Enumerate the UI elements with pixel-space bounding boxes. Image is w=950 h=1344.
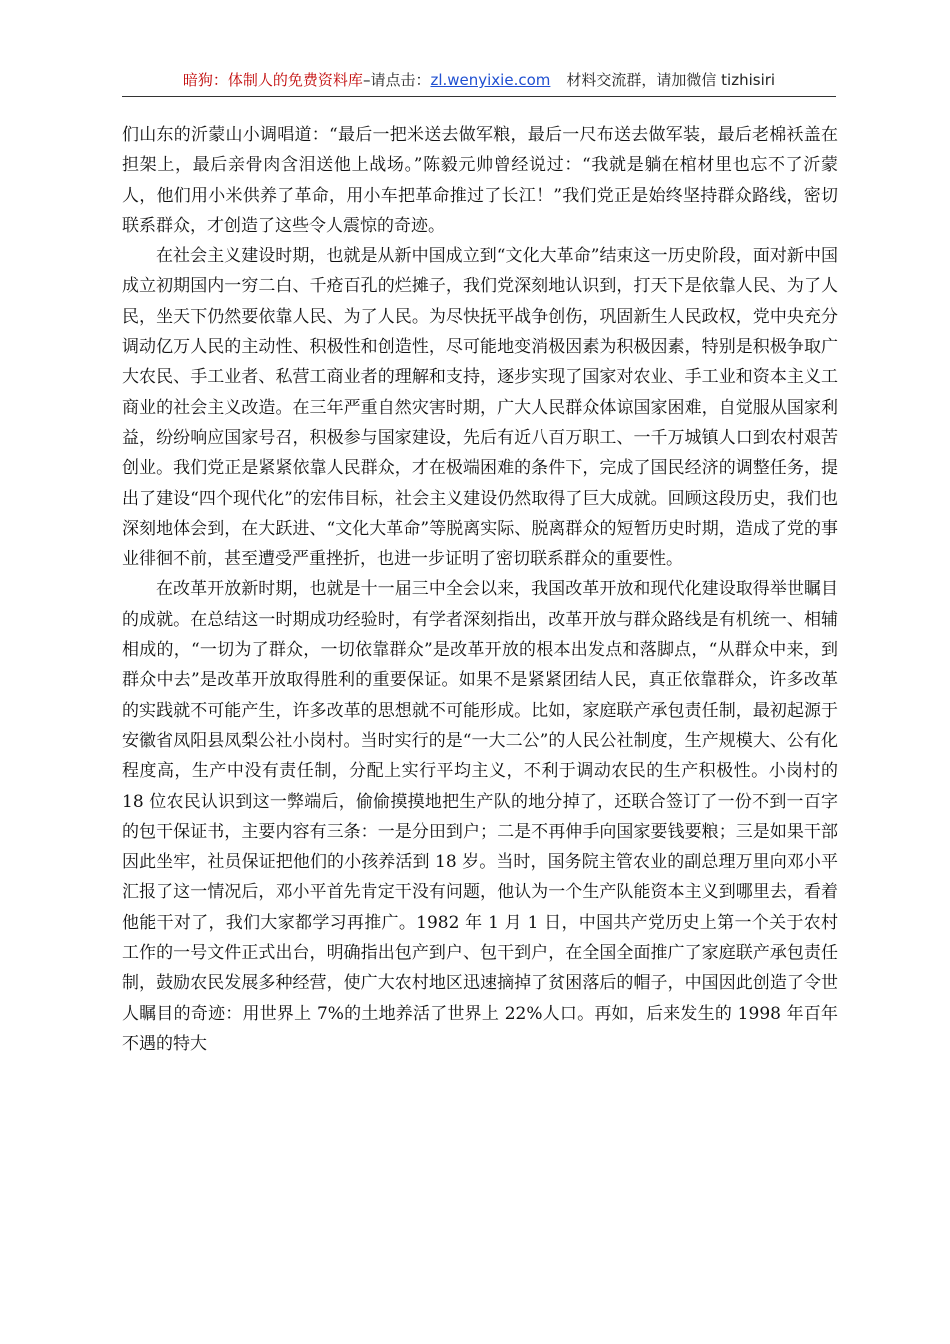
header-link[interactable]: zl.wenyixie.com: [430, 71, 551, 89]
paragraph-continuation: 们山东的沂蒙山小调唱道：“最后一把米送去做军粮，最后一尺布送去做军装，最后老棉袄盖在担架上，最后亲骨肉含泪送他上战场。”陈毅元帅曾经说过：“我就是躺在棺材里也忘不了沂蒙人，他们用小米供养了革命，用小车把革命推过了长江！”我们党正是始终坚持群众路线，密切联系群众，才创造了这些令人震惊的奇迹。: [122, 125, 838, 236]
paragraph-reform-opening: 在改革开放新时期，也就是十一届三中全会以来，我国改革开放和现代化建设取得举世瞩目的成就。在总结这一时期成功经验时，有学者深刻指出，改革开放与群众路线是有机统一、相辅相成的，“一切为了群众，一切依靠群众”是改革开放的根本出发点和落脚点，“从群众中来，到群众中去”是改革开放取得胜利的重要保证。如果不是紧紧团结人民，真正依靠群众，许多改革的实践就不可能产生，许多改革的思想就不可能形成。比如，家庭联产承包责任制，最初起源于安徽省凤阳县凤梨公社小岗村。当时实行的是“一大二公”的人民公社制度，生产规模大、公有化程度高，生产中没有责任制，分配上实行平均主义，不利于调动农民的生产积极性。小岗村的 18 位农民认识到这一弊端后，偷偷摸摸地把生产队的地分掉了，还联合签订了一份不到一百字的包干保证书，主要内容有三条：一是分田到户；二是不再伸手向国家要钱要粮；三是如果干部因此坐牢，社员保证把他们的小孩养活到 18 岁。当时，国务院主管农业的副总理万里向邓小平汇报了这一情况后，邓小平首先肯定干没有问题，他认为一个生产队能资本主义到哪里去，看着他能干对了，我们大家都学习再推广。1982 年 1 月 1 日，中国共产党历史上第一个关于农村工作的一号文件正式出台，明确指出包产到户、包干到户，在全国全面推广了家庭联产承包责任制，鼓励农民发展多种经营，使广大农村地区迅速摘掉了贫困落后的帽子，中国因此创造了令世人瞩目的奇迹：用世界上 7%的土地养活了世界上 22%人口。再如，后来发生的 1998 年百年不遇的特大: [122, 579, 838, 1054]
document-body: [122, 120, 838, 1059]
paragraph-socialist-construction: 在社会主义建设时期，也就是从新中国成立到“文化大革命”结束这一历史阶段，面对新中国成立初期国内一穷二白、千疮百孔的烂摊子，我们党深刻地认识到，打天下是依靠人民、为了人民，坐天下仍然要依靠人民、为了人民。为尽快抚平战争创伤，巩固新生人民政权，党中央充分调动亿万人民的主动性、积极性和创造性，尽可能地变消极因素为积极因素，特别是积极争取广大农民、手工业者、私营工商业者的理解和支持，逐步实现了国家对农业、手工业和资本主义工商业的社会主义改造。在三年严重自然灾害时期，广大人民群众体谅国家困难，自觉服从国家利益，纷纷响应国家号召，积极参与国家建设，先后有近八百万职工、一千万城镇人口到农村艰苦创业。我们党正是紧紧依靠人民群众，才在极端困难的条件下，完成了国民经济的调整任务，提出了建设“四个现代化”的宏伟目标，社会主义建设仍然取得了巨大成就。回顾这段历史，我们也深刻地体会到，在大跃进、“文化大革命”等脱离实际、脱离群众的短暂历史时期，造成了党的事业徘徊不前，甚至遭受严重挫折，也进一步证明了密切联系群众的重要性。: [122, 246, 838, 570]
header-wechat-note: 材料交流群，请加微信 tizhisiri: [566, 71, 776, 89]
page-header: [122, 68, 836, 97]
header-brand: 暗狗：体制人的免费资料库: [182, 71, 363, 89]
header-cta: –请点击：: [362, 71, 431, 89]
